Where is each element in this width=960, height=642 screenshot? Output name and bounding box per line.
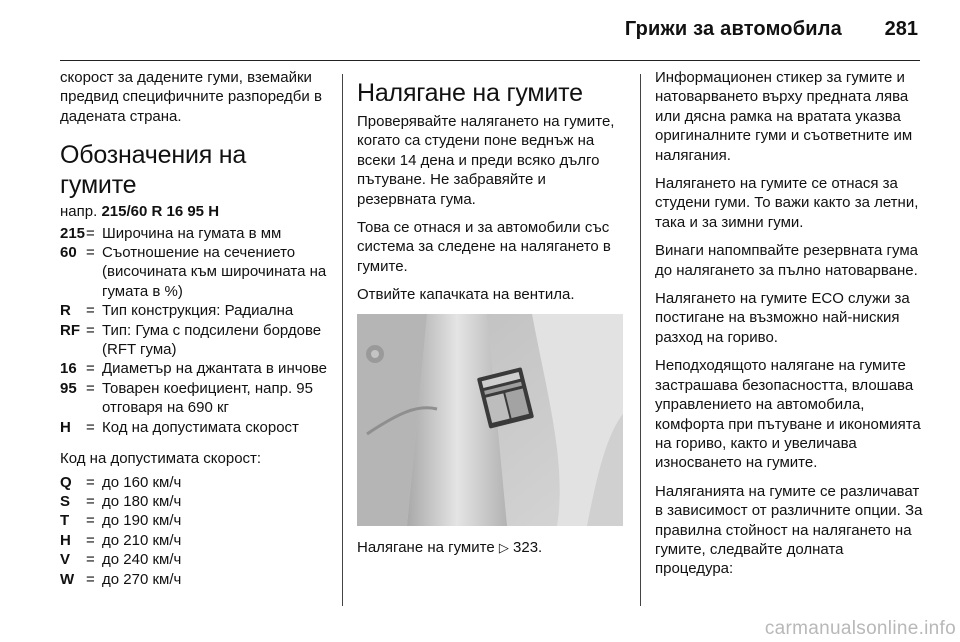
definition-term: 95 bbox=[60, 379, 77, 397]
door-frame-sticker-photo bbox=[357, 314, 623, 526]
definition-equals: = bbox=[86, 302, 95, 320]
definition-term: 215 bbox=[60, 224, 86, 242]
figure-caption bbox=[357, 538, 627, 557]
column-divider-2 bbox=[640, 74, 641, 606]
pressure-paragraph-3: Отвийте капачката на вентила. bbox=[357, 286, 575, 304]
speed-equals: = bbox=[86, 473, 95, 491]
info-paragraph-5: Неподходящото налягане на гумите застрашава безопасността, влошава управлението на автомобила, комфорта при пътуване и икономията на гориво, както и увеличава износването на гумите. bbox=[655, 357, 921, 472]
definition-equals: = bbox=[86, 360, 95, 378]
info-paragraph-3: Винаги напомпвайте резервната гума до налягането за пълно натоварване. bbox=[655, 242, 918, 279]
speed-term: W bbox=[60, 570, 75, 588]
section-heading-tyre-pressure: Налягане на гумите bbox=[357, 79, 583, 107]
definition-equals: = bbox=[86, 379, 95, 397]
definition-equals: = bbox=[86, 244, 95, 262]
chapter-title: Грижи за автомобила bbox=[624, 18, 842, 40]
speed-term: V bbox=[60, 551, 71, 569]
column-1 bbox=[60, 68, 328, 589]
section-heading-tyre-markings: Обозначения на гумите bbox=[60, 141, 247, 200]
speed-term: S bbox=[60, 492, 71, 510]
info-paragraph-4: Налягането на гумите ECO служи за постигане на възможно най-ниския разход на гориво. bbox=[655, 290, 910, 346]
example-prefix: напр. bbox=[60, 203, 98, 221]
speed-term: H bbox=[60, 531, 71, 549]
definition-equals: = bbox=[86, 418, 95, 436]
speed-code-list bbox=[60, 473, 328, 589]
caption-text: Налягане на гумите bbox=[357, 538, 495, 556]
speed-desc: до 240 км/ч bbox=[102, 551, 182, 569]
intro-paragraph: скорост за дадените гуми, вземайки предвид специфичните разпоредби в дадената страна. bbox=[60, 69, 322, 125]
triangle-right-icon: ▷ bbox=[498, 539, 509, 555]
speed-desc: до 160 км/ч bbox=[102, 473, 182, 491]
tyre-code-definitions bbox=[60, 224, 328, 437]
definition-term: RF bbox=[60, 321, 80, 339]
definition-equals: = bbox=[86, 224, 95, 242]
definition-desc: Съотношение на сечението (височината към широчината на гумата в %) bbox=[102, 244, 327, 300]
speed-equals: = bbox=[86, 551, 95, 569]
definition-desc: Тип: Гума с подсилени бордове (RFT гума) bbox=[102, 321, 322, 359]
speed-equals: = bbox=[86, 570, 95, 588]
page-number: 281 bbox=[884, 18, 918, 40]
caption-page-reference[interactable]: 323. bbox=[513, 538, 543, 556]
speed-term: Q bbox=[60, 473, 72, 491]
info-paragraph-6: Наляганията на гумите се различават в зависимост от различните опции. За правилна стойност на налягането на гумите, следвайте долната процедура: bbox=[655, 482, 923, 578]
speed-desc: до 190 км/ч bbox=[102, 512, 182, 530]
definition-desc: Диаметър на джантата в инчове bbox=[102, 360, 328, 378]
definition-equals: = bbox=[86, 321, 95, 339]
watermark: carmanualsonline.info bbox=[764, 618, 956, 639]
pressure-paragraph-1: Проверявайте налягането на гумите, когато са студени поне веднъж на всеки 14 дена и преди всяко дълго пътуване. Не забравяйте и резервната гума. bbox=[357, 113, 615, 208]
definition-term: R bbox=[60, 302, 71, 320]
info-paragraph-1: Информационен стикер за гумите и натоварването върху предната лява или дясна рамка на вратата указва оригиналните гуми и съответните им налягания. bbox=[655, 69, 913, 164]
column-divider-1 bbox=[342, 74, 343, 606]
definition-term: 16 bbox=[60, 360, 77, 378]
definition-desc: Широчина на гумата в мм bbox=[102, 224, 282, 242]
definition-term: H bbox=[60, 418, 71, 436]
speed-desc: до 210 км/ч bbox=[102, 531, 182, 549]
speed-code-intro: Код на допустимата скорост: bbox=[60, 450, 262, 468]
column-3 bbox=[655, 68, 925, 588]
tyre-code-example bbox=[60, 202, 328, 221]
speed-equals: = bbox=[86, 512, 95, 530]
column-2 bbox=[357, 68, 627, 557]
example-code: 215/60 R 16 95 H bbox=[101, 203, 220, 221]
speed-equals: = bbox=[86, 492, 95, 510]
speed-desc: до 180 км/ч bbox=[102, 492, 182, 510]
definition-term: 60 bbox=[60, 244, 77, 262]
speed-desc: до 270 км/ч bbox=[102, 570, 182, 588]
pressure-paragraph-2: Това се отнася и за автомобили със система за следене на налягането в гумите. bbox=[357, 219, 611, 275]
definition-desc: Код на допустимата скорост bbox=[102, 418, 299, 436]
speed-term: T bbox=[60, 512, 70, 530]
speed-equals: = bbox=[86, 531, 95, 549]
definition-desc: Тип конструкция: Радиална bbox=[102, 302, 294, 320]
info-paragraph-2: Налягането на гумите се отнася за студени гуми. То важи както за летни, така и за зимни гуми. bbox=[655, 175, 919, 231]
page-header bbox=[60, 0, 920, 61]
definition-desc: Товарен коефициент, напр. 95 отговаря на 690 кг bbox=[102, 379, 313, 417]
